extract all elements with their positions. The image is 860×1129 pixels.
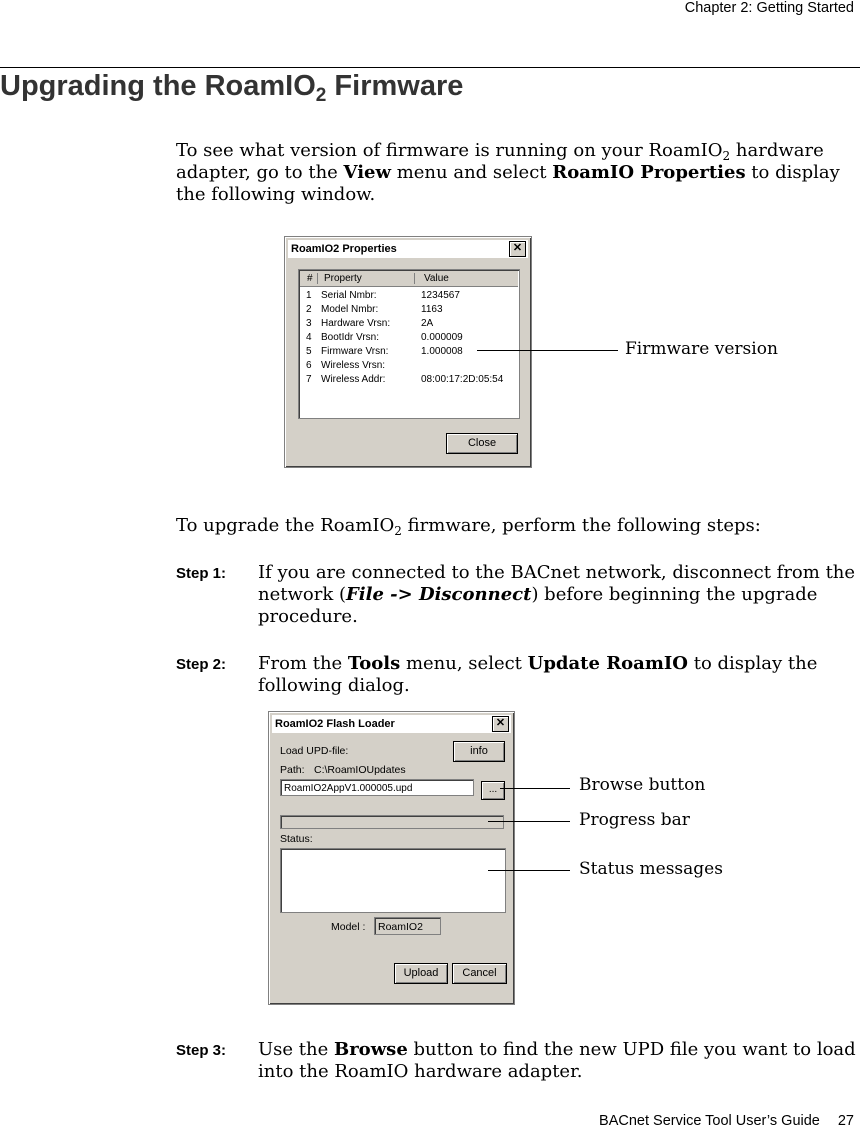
title-tail: Firmware (326, 70, 464, 102)
page-footer (599, 1113, 854, 1129)
upgrade-text: To upgrade the RoamIO (176, 515, 395, 536)
upgrade-text: firmware, perform the following steps: (401, 515, 761, 536)
flash-loader-title: RoamIO2 Flash Loader (275, 718, 395, 730)
row-property: Wireless Addr: (321, 374, 386, 385)
running-header: Chapter 2: Getting Started (684, 0, 854, 16)
column-header-property[interactable]: Property (324, 273, 415, 284)
row-number: 2 (306, 304, 312, 315)
model-label: Model : (331, 921, 366, 933)
browse-button-callout: Browse button (579, 775, 706, 795)
close-button[interactable]: Close (446, 433, 518, 454)
cancel-button[interactable]: Cancel (452, 963, 507, 984)
title-main: Upgrading the RoamIO (0, 70, 316, 102)
row-property: Firmware Vrsn: (321, 346, 389, 357)
row-property: BootIdr Vrsn: (321, 332, 379, 343)
properties-menu-ref: RoamIO Properties (552, 162, 746, 183)
info-button[interactable]: info (453, 741, 505, 762)
step-2-text-part: to display the following dialog. (258, 653, 818, 696)
upd-file-input[interactable]: RoamIO2AppV1.000005.upd (280, 779, 474, 796)
file-disconnect-menu-ref: File -> Disconnect (345, 584, 532, 605)
row-value: 1234567 (421, 290, 460, 301)
section-title (0, 70, 463, 107)
step-1-text (258, 562, 858, 628)
firmware-version-value: 1.000008 (421, 346, 463, 357)
upgrade-intro (176, 515, 860, 537)
model-field: RoamIO2 (374, 917, 441, 935)
path-value: C:\RoamIOUpdates (314, 764, 406, 776)
row-property: Wireless Vrsn: (321, 360, 386, 371)
progress-bar-callout: Progress bar (579, 810, 690, 830)
flash-loader-dialog (268, 711, 515, 1005)
status-label: Status: (280, 833, 313, 845)
browse-callout-line (500, 788, 570, 789)
row-value: 0.000009 (421, 332, 463, 343)
row-value: 08:00:17:2D:05:54 (421, 374, 504, 385)
browse-ref: Browse (333, 1039, 408, 1060)
tools-menu-ref: Tools (347, 653, 401, 674)
row-value: 1163 (421, 304, 443, 315)
step-1-text-part: If you are connected to the BACnet network, disconnect from the network ( (258, 562, 856, 605)
row-number: 7 (306, 374, 312, 385)
step-2-text (258, 653, 858, 697)
properties-title: RoamIO2 Properties (291, 243, 397, 255)
step-2-label: Step 2: (176, 656, 227, 673)
view-menu-ref: View (343, 162, 391, 183)
row-property: Serial Nmbr: (321, 290, 377, 301)
header-rule (0, 67, 860, 68)
status-messages-callout: Status messages (579, 859, 723, 879)
intro-text: menu and select (390, 162, 553, 183)
step-1-text-part: ) before beginning the upgrade procedure. (258, 584, 818, 627)
upload-button[interactable]: Upload (394, 963, 448, 984)
properties-titlebar (288, 240, 528, 258)
list-header (300, 271, 518, 287)
firmware-version-callout: Firmware version (625, 339, 778, 359)
step-1-label: Step 1: (176, 565, 227, 582)
close-icon[interactable]: ✕ (492, 716, 509, 732)
intro-paragraph (176, 140, 860, 206)
step-3-text-part: button to find the new UPD file you want to load into the RoamIO hardware adapter. (258, 1039, 856, 1082)
close-icon[interactable]: ✕ (509, 241, 526, 257)
row-number: 1 (306, 290, 312, 301)
row-number: 5 (306, 346, 312, 357)
step-2-text-part: menu, select (400, 653, 528, 674)
upgrade-subscript: 2 (394, 524, 402, 538)
status-messages-box[interactable] (280, 848, 506, 913)
row-number: 4 (306, 332, 312, 343)
row-number: 3 (306, 318, 312, 329)
browse-button[interactable]: ... (481, 781, 505, 800)
firmware-callout-line (477, 350, 618, 351)
footer-guide-title: BACnet Service Tool User’s Guide (599, 1113, 820, 1129)
update-roamio-menu-ref: Update RoamIO (527, 653, 688, 674)
properties-list[interactable] (298, 269, 520, 419)
title-subscript: 2 (315, 85, 327, 106)
row-property: Hardware Vrsn: (321, 318, 391, 329)
intro-text: to display the following window. (176, 162, 840, 205)
step-3-text (258, 1039, 858, 1083)
flash-loader-titlebar (272, 715, 511, 733)
intro-subscript: 2 (722, 149, 731, 163)
row-number: 6 (306, 360, 312, 371)
status-callout-line (488, 870, 570, 871)
properties-dialog (284, 236, 532, 468)
column-header-value[interactable]: Value (424, 273, 449, 284)
load-upd-label: Load UPD-file: (280, 745, 349, 757)
row-value: 2A (421, 318, 434, 329)
step-3-text-part: Use the (258, 1039, 334, 1060)
intro-text: To see what version of firmware is running on your RoamIO (176, 140, 723, 161)
row-property: Model Nmbr: (321, 304, 379, 315)
progress-callout-line (488, 821, 570, 822)
column-header-number[interactable]: # (307, 273, 318, 284)
step-2-text-part: From the (258, 653, 348, 674)
progress-bar (280, 815, 504, 829)
intro-text: hardware adapter, go to the (176, 140, 824, 183)
step-3-label: Step 3: (176, 1042, 227, 1059)
path-label: Path: (280, 764, 305, 776)
page-number: 27 (837, 1113, 854, 1129)
